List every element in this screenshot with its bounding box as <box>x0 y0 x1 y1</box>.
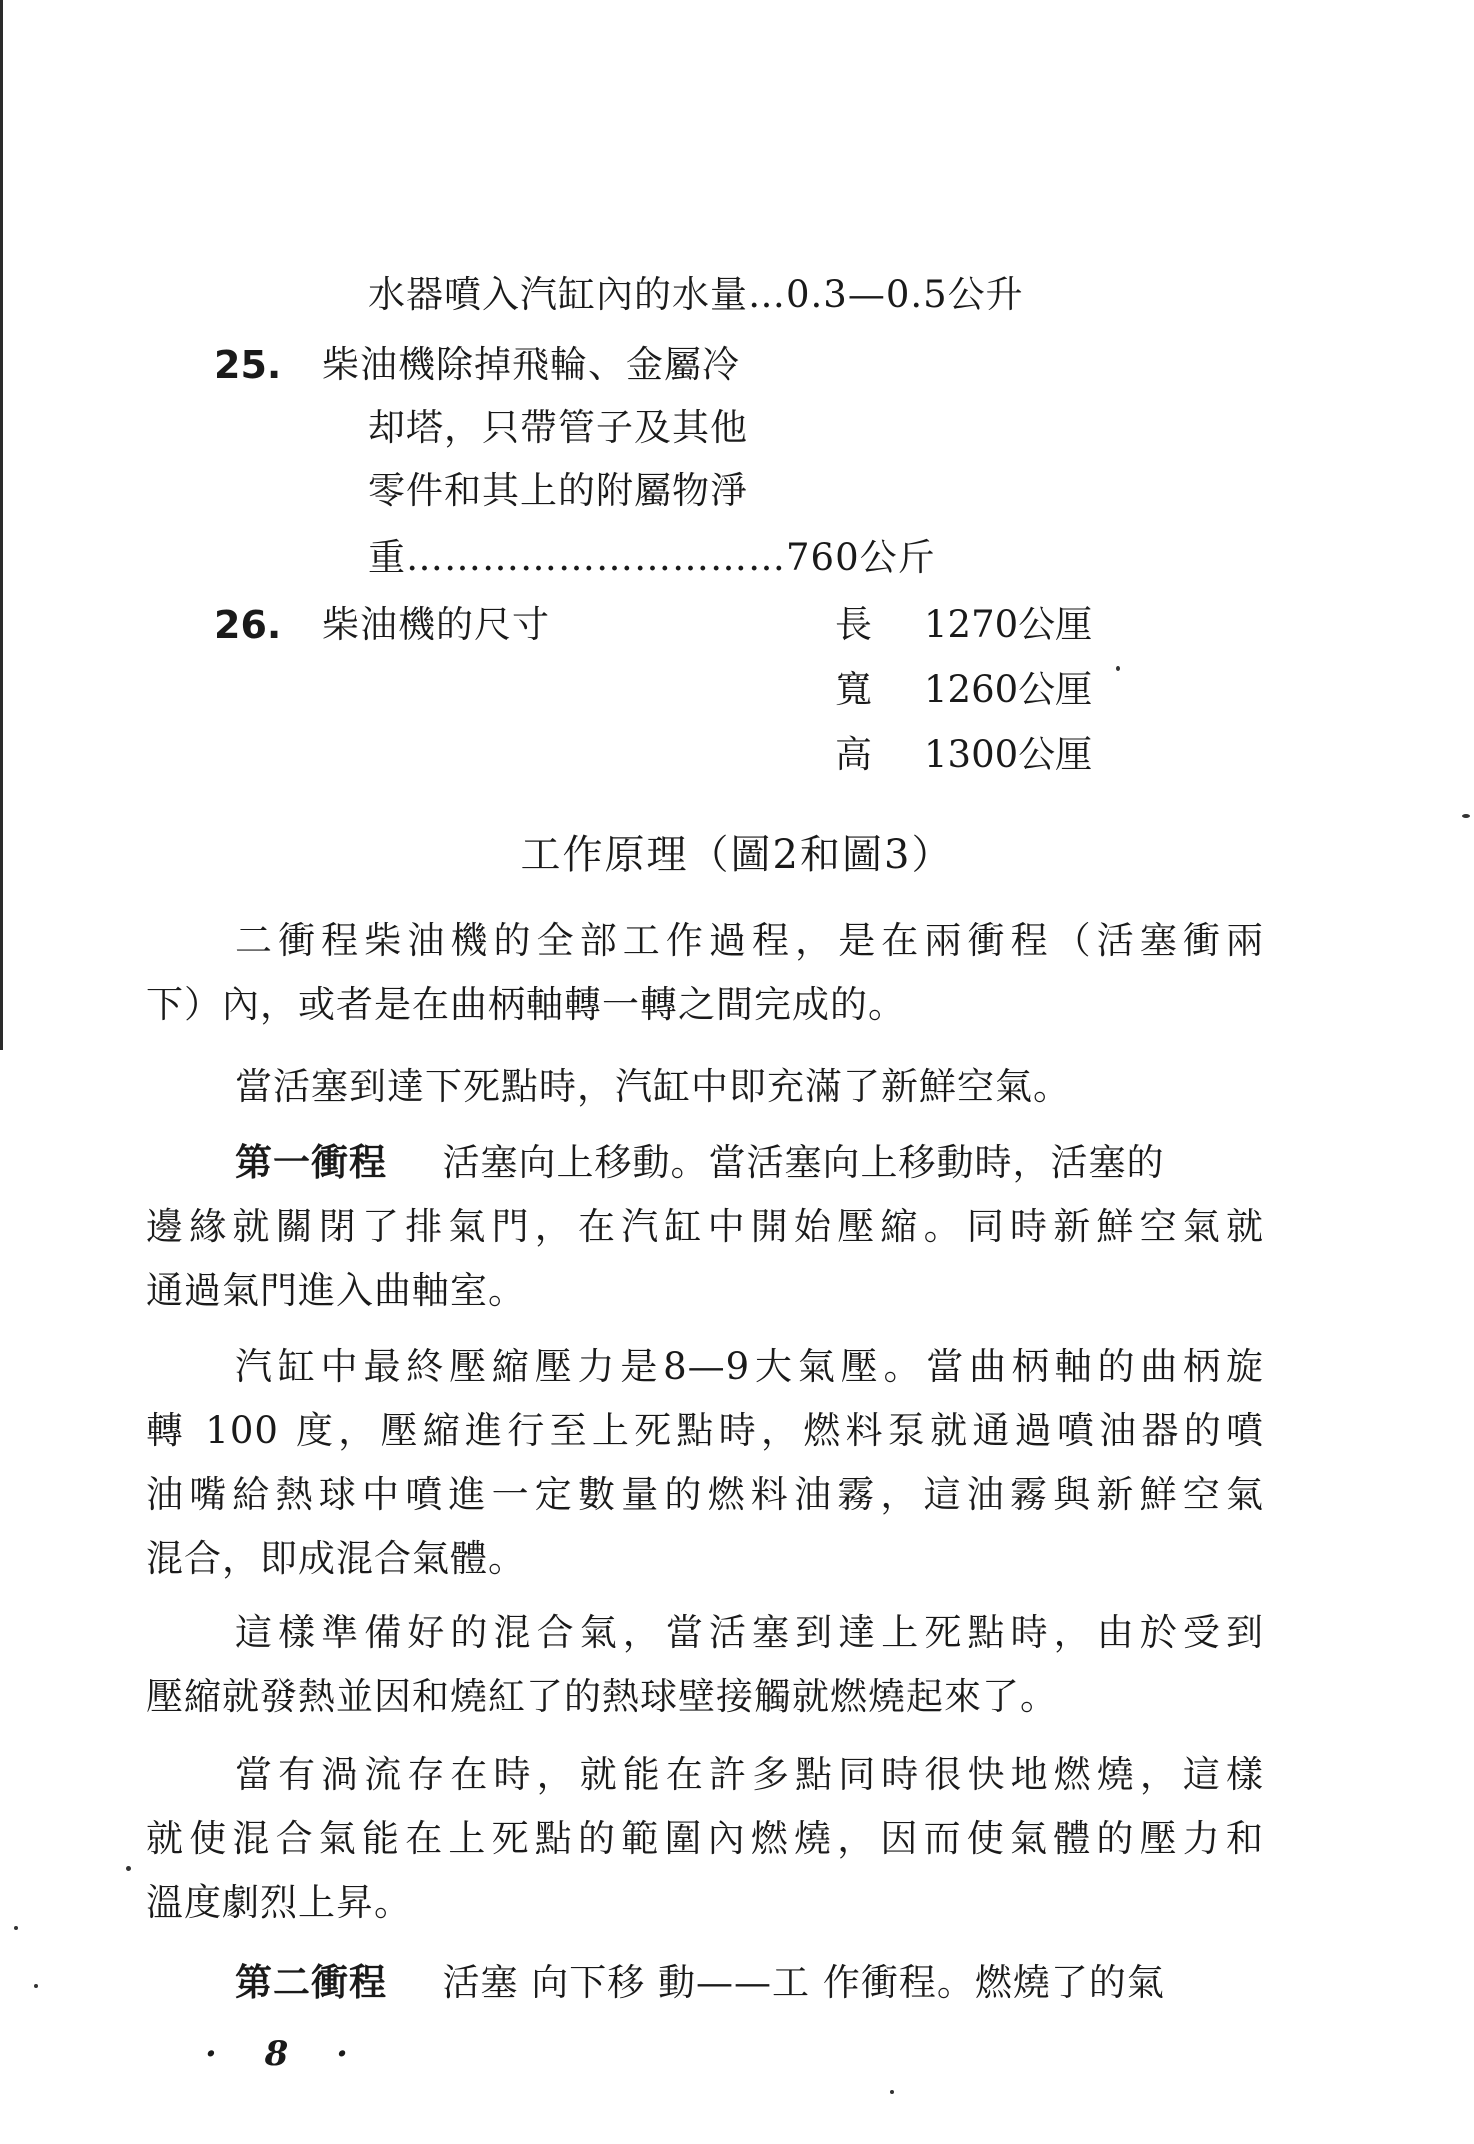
item-25-number: 25. <box>214 343 282 387</box>
dim-width-label: 寬 <box>835 668 872 711</box>
second-stroke-lead: 第二衝程 <box>235 1961 387 2004</box>
dim-length-value: 1270公厘 <box>924 603 1093 646</box>
item-25-line-1: 柴油機除掉飛輪、金屬冷 <box>322 343 740 386</box>
p4-line-1: 汽缸中最終壓縮壓力是8—9大氣壓。當曲柄軸的曲柄旋 <box>235 1345 1264 1388</box>
item-26-number: 26. <box>214 603 282 647</box>
dim-height-value: 1300公厘 <box>924 733 1093 776</box>
p5-line-1: 這樣準備好的混合氣，當活塞到達上死點時，由於受到 <box>235 1611 1264 1654</box>
section-title: 工作原理（圖2和圖3） <box>520 832 954 878</box>
p7-line-1 <box>235 1960 1264 2006</box>
p3-line-1 <box>235 1140 1165 1186</box>
dim-height-label: 高 <box>835 733 872 776</box>
p5-line-2: 壓縮就發熱並因和燒紅了的熱球壁接觸就燃燒起來了。 <box>146 1675 1058 1718</box>
scan-speck <box>14 1926 18 1930</box>
first-stroke-lead: 第一衝程 <box>235 1141 387 1184</box>
scan-speck <box>1116 666 1120 671</box>
item-26-label: 柴油機的尺寸 <box>322 603 550 646</box>
p1-line-2: 下）內，或者是在曲柄軸轉一轉之間完成的。 <box>146 983 906 1026</box>
scan-speck <box>126 1866 131 1871</box>
scan-speck <box>34 1984 38 1988</box>
p7-line-1-rest: 活塞 向下移 動——工 作衝程。燃燒了的氣 <box>442 1961 1165 2004</box>
scan-speck <box>890 2090 894 2094</box>
scan-edge-line <box>0 0 3 1050</box>
spec-water-line: 水器噴入汽缸內的水量…0.3—0.5公升 <box>368 273 1024 316</box>
item-25-line-2: 却塔，只帶管子及其他 <box>368 406 748 449</box>
p3-line-2: 邊緣就關閉了排氣門，在汽缸中開始壓縮。同時新鮮空氣就 <box>146 1205 1264 1248</box>
p6-line-2: 就使混合氣能在上死點的範圍內燃燒，因而使氣體的壓力和 <box>146 1817 1264 1860</box>
p6-line-3: 溫度劇烈上昇。 <box>146 1881 412 1924</box>
dim-width-value: 1260公厘 <box>924 668 1093 711</box>
page-number: · 8 · <box>205 2034 367 2074</box>
item-25-weight-line: 重…………………………760公斤 <box>368 536 936 579</box>
scan-speck <box>1462 814 1470 818</box>
p4-line-4: 混合，即成混合氣體。 <box>146 1537 526 1580</box>
p4-line-2: 轉 100 度，壓縮進行至上死點時，燃料泵就通過噴油器的噴 <box>146 1409 1264 1452</box>
dim-length-label: 長 <box>835 603 872 646</box>
p3-line-3: 通過氣門進入曲軸室。 <box>146 1269 526 1312</box>
p2-line: 當活塞到達下死點時，汽缸中即充滿了新鮮空氣。 <box>235 1065 1071 1108</box>
p6-line-1: 當有渦流存在時，就能在許多點同時很快地燃燒，這樣 <box>235 1753 1264 1796</box>
item-25-line-3: 零件和其上的附屬物淨 <box>368 469 748 512</box>
p4-line-3: 油嘴給熱球中噴進一定數量的燃料油霧，這油霧與新鮮空氣 <box>146 1473 1264 1516</box>
p3-line-1-rest: 活塞向上移動。當活塞向上移動時，活塞的 <box>442 1141 1165 1184</box>
p1-line-1: 二衝程柴油機的全部工作過程，是在兩衝程（活塞衝兩 <box>235 919 1264 962</box>
